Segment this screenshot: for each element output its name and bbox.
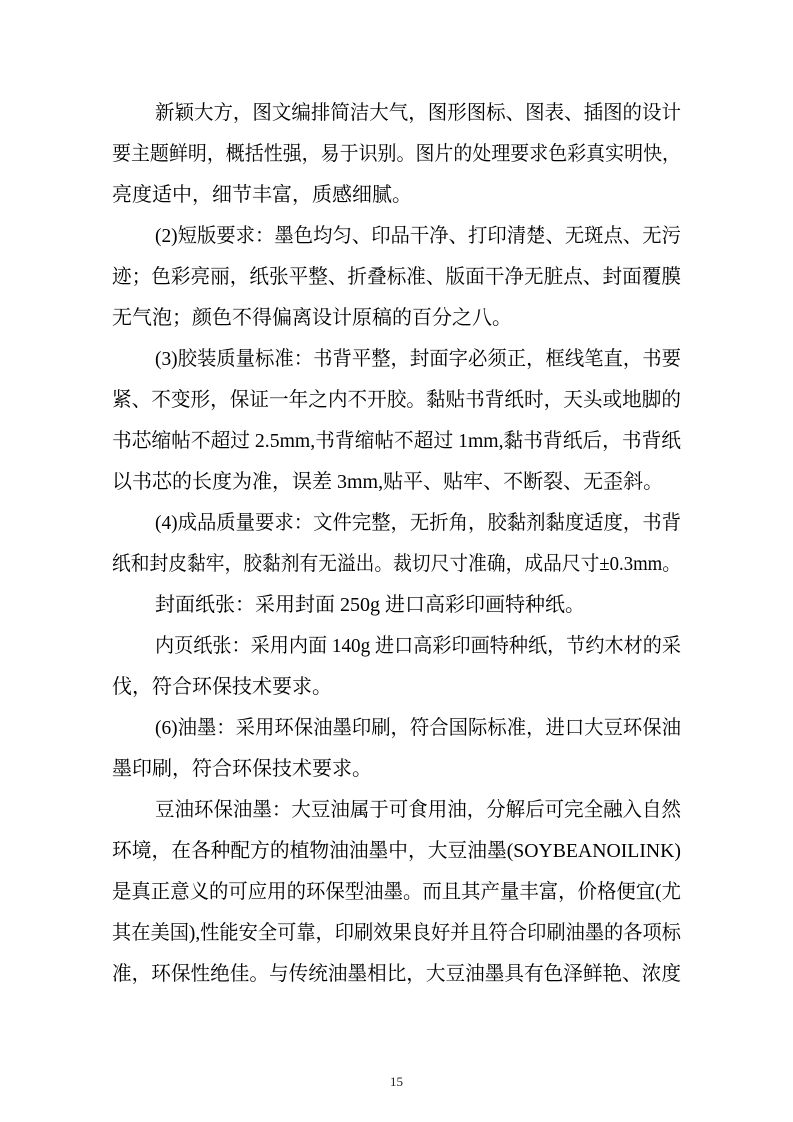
text-line-content: 墨印刷，符合环保技术要求。: [112, 758, 372, 780]
text-line-content: (6)油墨：采用环保油墨印刷，符合国际标准，进口大豆环保油: [155, 717, 681, 739]
paragraph: [112, 339, 681, 503]
text-line: [112, 257, 681, 298]
text-line: [112, 421, 681, 462]
text-line: [112, 872, 681, 913]
paragraph: [112, 216, 681, 339]
text-line: [112, 134, 681, 175]
text-line-content: 是真正意义的可应用的环保型油墨。而且其产量丰富，价格便宜(尤: [112, 881, 681, 903]
text-line-content: 无气泡；颜色不得偏离设计原稿的百分之八。: [112, 307, 512, 329]
text-line-content: 内页纸张：采用内面 140g 进口高彩印画特种纸，节约木材的采: [155, 635, 681, 657]
text-line: [112, 503, 681, 544]
text-line-content: (2)短版要求：墨色均匀、印品干净、打印清楚、无斑点、无污: [155, 225, 681, 247]
text-line: [112, 216, 681, 257]
paragraph: [112, 790, 681, 995]
text-line: [112, 708, 681, 749]
text-line-content: (3)胶装质量标准：书背平整，封面字必须正，框线笔直，书要: [155, 348, 681, 370]
text-line: [112, 380, 681, 421]
text-line-content: 亮度适中，细节丰富，质感细腻。: [112, 184, 412, 206]
text-line: [112, 585, 681, 626]
paragraph: [112, 585, 681, 626]
text-line: [112, 667, 681, 708]
text-line-content: 新颖大方，图文编排简洁大气，图形图标、图表、插图的设计: [155, 102, 681, 124]
text-line-content: 迹；色彩亮丽，纸张平整、折叠标准、版面干净无脏点、封面覆膜: [112, 266, 681, 288]
text-line: [112, 626, 681, 667]
text-line-content: 纸和封皮黏牢，胶黏剂有无溢出。裁切尺寸准确，成品尺寸±0.3mm。: [112, 553, 681, 575]
text-line-content: 伐，符合环保技术要求。: [112, 676, 332, 698]
text-line: [112, 93, 681, 134]
page-number: 15: [390, 1074, 403, 1089]
text-line: [112, 831, 681, 872]
text-line: [112, 954, 681, 995]
text-line: [112, 749, 681, 790]
text-line: [112, 790, 681, 831]
text-line-content: 环境，在各种配方的植物油油墨中，大豆油墨(SOYBEANOILINK): [112, 840, 681, 862]
paragraph: [112, 503, 681, 585]
document-body: [112, 93, 681, 995]
text-line-content: 其在美国),性能安全可靠，印刷效果良好并且符合印刷油墨的各项标: [112, 922, 681, 944]
text-line: [112, 462, 681, 503]
text-line-content: 封面纸张：采用封面 250g 进口高彩印画特种纸。: [155, 594, 585, 616]
text-line-content: (4)成品质量要求：文件完整，无折角，胶黏剂黏度适度，书背: [155, 512, 681, 534]
text-line-content: 紧、不变形，保证一年之内不开胶。黏贴书背纸时，天头或地脚的: [112, 389, 681, 411]
paragraph: [112, 626, 681, 708]
text-line: [112, 339, 681, 380]
text-line: [112, 175, 681, 216]
text-line: [112, 544, 681, 585]
text-line: [112, 913, 681, 954]
text-line-content: 以书芯的长度为准，误差 3mm,贴平、贴牢、不断裂、无歪斜。: [112, 471, 664, 493]
text-line-content: 豆油环保油墨：大豆油属于可食用油，分解后可完全融入自然: [155, 799, 681, 821]
text-line-content: 要主题鲜明，概括性强，易于识别。图片的处理要求色彩真实明快，: [112, 143, 681, 165]
text-line-content: 准，环保性绝佳。与传统油墨相比，大豆油墨具有色泽鲜艳、浓度: [112, 963, 681, 985]
text-line-content: 书芯缩帖不超过 2.5mm,书背缩帖不超过 1mm,黏书背纸后，书背纸: [112, 430, 681, 452]
paragraph: [112, 93, 681, 216]
text-line: [112, 298, 681, 339]
paragraph: [112, 708, 681, 790]
